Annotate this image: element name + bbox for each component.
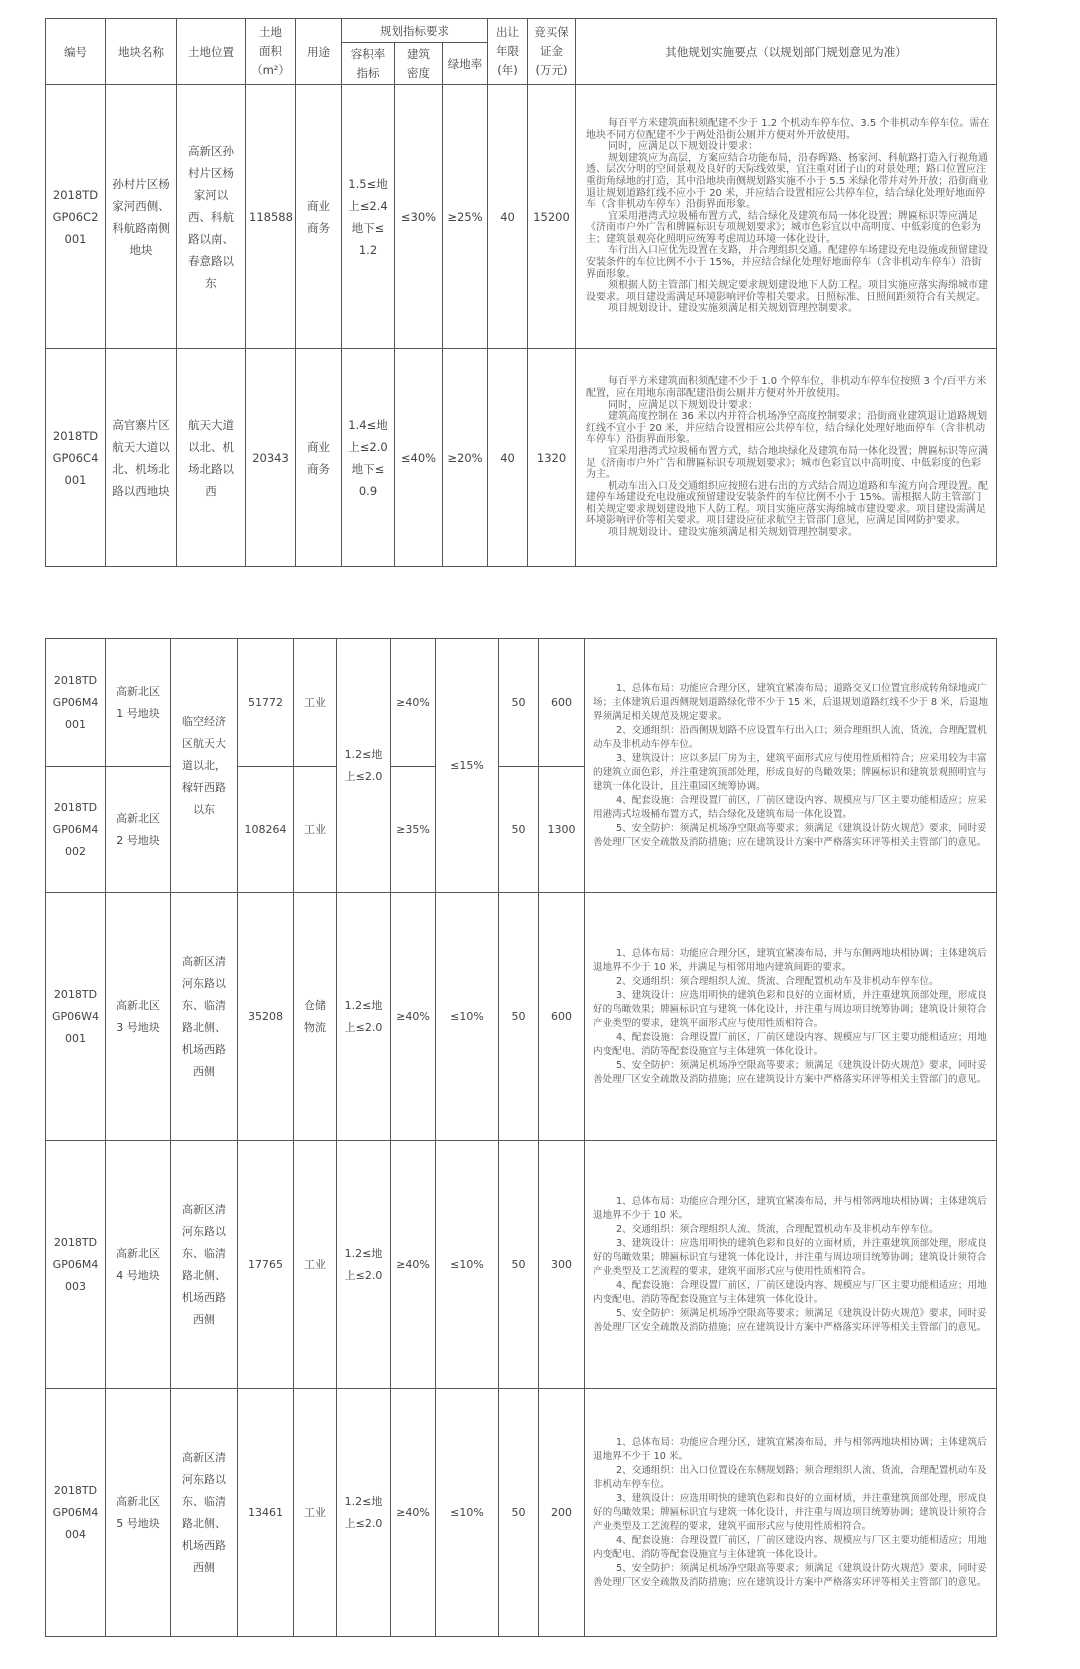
requirement-paragraph: 3、建筑设计：应选用明快的建筑色彩和良好的立面材质，并注重建筑顶部处理，形成良好的鸟瞰效果；牌匾标识宜与建筑一体化设计，并注重与周边项目统筹协调；建筑设计须符合产业类型的要求，建筑平面形式应与使用性质相符合。 — [593, 989, 987, 1029]
cell-density: ≥40% — [391, 1141, 436, 1389]
cell-deposit: 600 — [539, 893, 585, 1141]
cell-years: 50 — [499, 1141, 539, 1389]
header-years: 出让 年限 (年) — [488, 19, 528, 85]
cell-use: 工业 — [294, 1141, 337, 1389]
cell-use: 工业 — [294, 639, 337, 767]
cell-area: 20343 — [246, 349, 296, 567]
requirement-paragraph: 1、总体布局：功能应合理分区，建筑宜紧凑布局；道路交叉口位置宜形成转角绿地或广场；主体建筑后退西侧规划道路绿化带不少于 15 米，后退规划道路红线不少于 8 米，后退地界须满足相关规范及规定要求。 — [593, 682, 989, 722]
cell-far: 1.5≤地 上≤2.4 地下≤ 1.2 — [342, 85, 395, 349]
header-name: 地块名称 — [106, 19, 177, 85]
cell-use: 工业 — [294, 767, 337, 893]
cell-requirements — [585, 1389, 997, 1637]
cell-deposit: 200 — [539, 1389, 585, 1637]
requirement-paragraph: 宜采用港湾式垃圾桶布置方式，结合绿化及建筑布局一体化设置；牌匾标识等应满足《济南市户外广告和牌匾标识专项规划要求》；城市色彩宜以中高明度、中低彩度的色彩为主；建筑景观亮化照明应统筹考虑周边环境一体化设计。 — [586, 210, 982, 245]
cell-years: 40 — [488, 85, 528, 349]
cell-code: 2018TD GP06C2 001 — [46, 85, 106, 349]
cell-code: 2018TD GP06M4 001 — [46, 639, 106, 767]
cell-code: 2018TD GP06W4 001 — [46, 893, 106, 1141]
table-row — [46, 893, 997, 1141]
cell-requirements — [585, 639, 997, 893]
header-location: 土地位置 — [177, 19, 246, 85]
cell-area: 35208 — [238, 893, 294, 1141]
cell-density: ≥40% — [391, 1389, 436, 1637]
cell-far: 1.4≤地 上≤2.0 地下≤ 0.9 — [342, 349, 395, 567]
cell-density: ≥40% — [391, 893, 436, 1141]
header-row-top — [46, 19, 997, 43]
cell-location: 高新区清 河东路以 东、临清 路北侧、 机场西路 西侧 — [171, 893, 238, 1141]
cell-green: ≤15% — [436, 639, 499, 893]
requirement-paragraph: 5、安全防护：须满足机场净空限高等要求；须满足《建筑设计防火规范》要求，同时妥善处理厂区安全疏散及消防措施；应在建筑设计方案中严格落实环评等相关主管部门的意见。 — [593, 1562, 987, 1588]
requirement-paragraph: 4、配套设施：合理设置厂前区，厂前区建设内容、规模应与厂区主要功能相适应；用地内变配电、消防等配套设施宜与主体建筑一体化设计。 — [593, 1031, 987, 1057]
header-plan-group: 规划指标要求 — [342, 19, 488, 43]
header-deposit: 竞买保 证金 (万元) — [528, 19, 576, 85]
requirement-paragraph: 每百平方米建筑面积须配建不少于 1.2 个机动车停车位、3.5 个非机动车停车位。需在地块不同方位配建不少于两处沿街公厕并方便对外开放使用。 — [586, 117, 990, 141]
cell-area: 17765 — [238, 1141, 294, 1389]
industrial-parcel-table — [45, 638, 997, 1637]
cell-green: ≤10% — [436, 1389, 499, 1637]
requirement-paragraph: 4、配套设施：合理设置厂前区，厂前区建设内容、规模应与厂区主要功能相适应；用地内变配电、消防等配套设施宜与主体建筑一体化设计。 — [593, 1534, 987, 1560]
header-other: 其他规划实施要点（以规划部门规划意见为准） — [576, 19, 997, 85]
cell-years: 50 — [499, 1389, 539, 1637]
requirement-paragraph: 每百平方米建筑面积须配建不少于 1.0 个停车位，非机动车停车位按照 3 个/百平方米配置，应在用地东南部配建沿街公厕并方便对外开放使用。 — [586, 376, 987, 399]
cell-deposit: 600 — [539, 639, 585, 767]
cell-name: 高新北区 4 号地块 — [106, 1141, 171, 1389]
cell-location: 高新区清 河东路以 东、临清 路北侧、 机场西路 西侧 — [171, 1389, 238, 1637]
cell-green: ≤10% — [436, 1141, 499, 1389]
cell-code: 2018TD GP06M4 004 — [46, 1389, 106, 1637]
cell-location: 高新区孙 村片区杨 家河以 西、科航 路以南、 春意路以 东 — [177, 85, 246, 349]
cell-location: 航天大道 以北、机 场北路以 西 — [177, 349, 246, 567]
table-row — [46, 1389, 997, 1637]
header-area: 土地 面积 （m²） — [246, 19, 296, 85]
cell-name: 高新北区 2 号地块 — [106, 767, 171, 893]
cell-far: 1.2≤地 上≤2.0 — [337, 1141, 391, 1389]
cell-years: 50 — [499, 893, 539, 1141]
requirement-paragraph: 5、安全防护：须满足机场净空限高等要求；须满足《建筑设计防火规范》要求，同时妥善处理厂区安全疏散及消防措施；应在建筑设计方案中严格落实环评等相关主管部门的意见。 — [593, 822, 987, 848]
cell-green: ≥20% — [443, 349, 488, 567]
cell-years: 50 — [499, 767, 539, 893]
cell-density: ≤40% — [395, 349, 443, 567]
cell-area: 118588 — [246, 85, 296, 349]
cell-deposit: 1320 — [528, 349, 576, 567]
requirement-paragraph: 机动车出入口及交通组织应按照右进右出的方式结合周边道路和车流方向合理设置。配建停车场建设充电设施或预留建设安装条件的车位比例不小于 15%。需根据人防主管部门相关规定要求规划建设地下人防工程。项目实施应落实海绵城市建设要求。项目建设需满足环境影响评价等相关要求。项目建设应征求航空主管部门意见，应满足国网防护要求。 — [586, 480, 989, 527]
requirement-paragraph: 2、交通组织：须合理组织人流、货流、合理配置机动车及非机动车停车位。 — [616, 975, 939, 987]
requirement-paragraph: 5、安全防护：须满足机场净空限高等要求；须满足《建筑设计防火规范》要求，同时妥善处理厂区安全疏散及消防措施；应在建筑设计方案中严格落实环评等相关主管部门的意见。 — [593, 1307, 987, 1333]
requirement-paragraph: 1、总体布局：功能应合理分区，建筑宜紧凑布局，并与东侧两地块相协调；主体建筑后退地界不少于 10 米，并满足与相邻用地内建筑间距的要求。 — [593, 947, 987, 973]
cell-years: 40 — [488, 349, 528, 567]
cell-requirements — [585, 893, 997, 1141]
cell-years: 50 — [499, 639, 539, 767]
cell-name: 高新北区 1 号地块 — [106, 639, 171, 767]
header-green: 绿地率 — [443, 43, 488, 85]
table-row — [46, 1141, 997, 1389]
requirement-paragraph: 须根据人防主管部门相关规定要求规划建设地下人防工程。项目实施应落实海绵城市建设要求。项目建设需满足环境影响评价等相关要求。日照标准、日照间距须符合有关规定。 — [586, 280, 989, 303]
requirement-paragraph: 1、总体布局：功能应合理分区，建筑宜紧凑布局，并与相邻两地块相协调；主体建筑后退地界不少于 10 米。 — [593, 1436, 987, 1462]
cell-density: ≥40% — [391, 639, 436, 767]
requirement-paragraph: 车行出入口应优先设置在支路，并合理组织交通。配建停车场建设充电设施或预留建设安装条件的车位比例不小于 15%，并应结合绿化处理好地面停车（含非机动车停车）沿街界面形象。 — [586, 245, 989, 280]
cell-code: 2018TD GP06C4 001 — [46, 349, 106, 567]
cell-use: 商业 商务 — [296, 349, 342, 567]
cell-area: 51772 — [238, 639, 294, 767]
cell-deposit: 300 — [539, 1141, 585, 1389]
requirement-paragraph: 同时，应满足以下规划设计要求： — [608, 399, 759, 411]
requirement-paragraph: 项目规划设计、建设实施须满足相关规划管理控制要求。 — [608, 303, 859, 315]
cell-requirements — [576, 349, 997, 567]
requirement-paragraph: 宜采用港湾式垃圾桶布置方式，结合地块绿化及建筑布局一体化设置；牌匾标识等应满足《济南市户外广告和牌匾标识专项规划要求》；城市色彩宜以中高明度、中低彩度的色彩为主。 — [586, 445, 989, 481]
cell-location: 临空经济 区航天大 道以北， 稼轩西路 以东 — [171, 639, 238, 893]
requirement-paragraph: 同时，应满足以下规划设计要求： — [608, 141, 759, 153]
cell-green: ≤10% — [436, 893, 499, 1141]
cell-deposit: 15200 — [528, 85, 576, 349]
requirement-paragraph: 2、交通组织：须合理组织人流、货流，合理配置机动车及非机动车停车位。 — [616, 1223, 939, 1235]
cell-density: ≥35% — [391, 767, 436, 893]
requirement-paragraph: 1、总体布局：功能应合理分区，建筑宜紧凑布局，并与相邻两地块相协调；主体建筑后退地界不少于 10 米。 — [593, 1195, 987, 1221]
cell-deposit: 1300 — [539, 767, 585, 893]
table-row — [46, 85, 997, 349]
cell-requirements — [576, 85, 997, 349]
cell-name: 高新北区 3 号地块 — [106, 893, 171, 1141]
cell-name: 高新北区 5 号地块 — [106, 1389, 171, 1637]
requirement-paragraph: 3、建筑设计：应选用明快的建筑色彩和良好的立面材质，并注重建筑顶部处理，形成良好的鸟瞰效果；牌匾标识宜与建筑一体化设计，并注重与周边项目统筹协调；建筑设计须符合产业类型及工艺流程的要求，建筑平面形式应与使用性质相符合。 — [593, 1237, 987, 1277]
cell-name: 孙村片区杨 家河西侧、 科航路南侧 地块 — [106, 85, 177, 349]
header-far: 容积率 指标 — [342, 43, 395, 85]
table-row — [46, 639, 997, 767]
requirement-paragraph: 建筑高度控制在 36 米以内并符合机场净空高度控制要求；沿街商业建筑退让道路规划红线不宜小于 20 米，并应结合设置相应公共停车位，结合绿化处理好地面停车（含非机动车停车）沿街界面形象。 — [586, 411, 988, 446]
requirement-paragraph: 2、交通组织：沿西侧规划路不应设置车行出入口；须合理组织人流、货流，合理配置机动车及非机动车停车位。 — [593, 724, 987, 750]
header-code: 编号 — [46, 19, 106, 85]
cell-area: 13461 — [238, 1389, 294, 1637]
cell-green: ≥25% — [443, 85, 488, 349]
cell-use: 工业 — [294, 1389, 337, 1637]
commercial-parcel-table — [45, 18, 997, 567]
table-row — [46, 349, 997, 567]
cell-location: 高新区清 河东路以 东、临清 路北侧、 机场西路 西侧 — [171, 1141, 238, 1389]
requirement-paragraph: 规划建筑应为高层，方案应结合功能布局，沿春晖路、杨家河、科航路打造入行视角通透、层次分明的空间景观及良好的天际线效果，宜注重对团子山的对景处理；路口位置应注重街角绿地的打造，其中沿地块南侧规划路实施不小于 5.5 米绿化带并对外开放；沿街商业退让规划道路红线不应小于 20 米，并应结合设置相应公共停车位，结合绿化处理好地面停车（含非机动车停车）沿街界面形象。 — [586, 152, 989, 211]
cell-use: 商业 商务 — [296, 85, 342, 349]
header-use: 用途 — [296, 19, 342, 85]
cell-far: 1.2≤地 上≤2.0 — [337, 1389, 391, 1637]
cell-code: 2018TD GP06M4 003 — [46, 1141, 106, 1389]
requirement-paragraph: 4、配套设施：合理设置厂前区，厂前区建设内容、规模应与厂区主要功能相适应；应采用港湾式垃圾桶布置方式，结合绿化及建筑布局一体化设置。 — [593, 794, 987, 820]
cell-far: 1.2≤地 上≤2.0 — [337, 893, 391, 1141]
requirement-paragraph: 4、配套设施：合理设置厂前区，厂前区建设内容、规模应与厂区主要功能相适应；用地内变配电、消防等配套设施宜与主体建筑一体化设计。 — [593, 1279, 987, 1305]
cell-area: 108264 — [238, 767, 294, 893]
cell-name: 高官寨片区 航天大道以 北、机场北 路以西地块 — [106, 349, 177, 567]
requirement-paragraph: 3、建筑设计：应选用明快的建筑色彩和良好的立面材质，并注重建筑顶部处理，形成良好的鸟瞰效果；牌匾标识宜与建筑一体化设计，并注重与周边项目统筹协调；建筑设计须符合产业类型及工艺流程的要求，建筑平面形式应与使用性质相符合。 — [593, 1492, 987, 1532]
cell-far: 1.2≤地 上≤2.0 — [337, 639, 391, 893]
requirement-paragraph: 2、交通组织：出入口位置设在东侧规划路；须合理组织人流、货流，合理配置机动车及非机动车停车位。 — [593, 1464, 987, 1490]
requirement-paragraph: 项目规划设计、建设实施须满足相关规划管理控制要求。 — [608, 527, 859, 539]
cell-density: ≤30% — [395, 85, 443, 349]
requirement-paragraph: 5、安全防护：须满足机场净空限高等要求；须满足《建筑设计防火规范》要求，同时妥善处理厂区安全疏散及消防措施；应在建筑设计方案中严格落实环评等相关主管部门的意见。 — [593, 1059, 987, 1085]
header-density: 建筑 密度 — [395, 43, 443, 85]
cell-code: 2018TD GP06M4 002 — [46, 767, 106, 893]
cell-use: 仓储 物流 — [294, 893, 337, 1141]
cell-requirements — [585, 1141, 997, 1389]
requirement-paragraph: 3、建筑设计：应以多层厂房为主，建筑平面形式应与使用性质相符合；应采用较为丰富的建筑立面色彩，并注重建筑顶部处理，形成良好的鸟瞰效果；牌匾标识和建筑景观照明宜与建筑一体化设计，且注重园区统筹协调。 — [593, 752, 987, 792]
